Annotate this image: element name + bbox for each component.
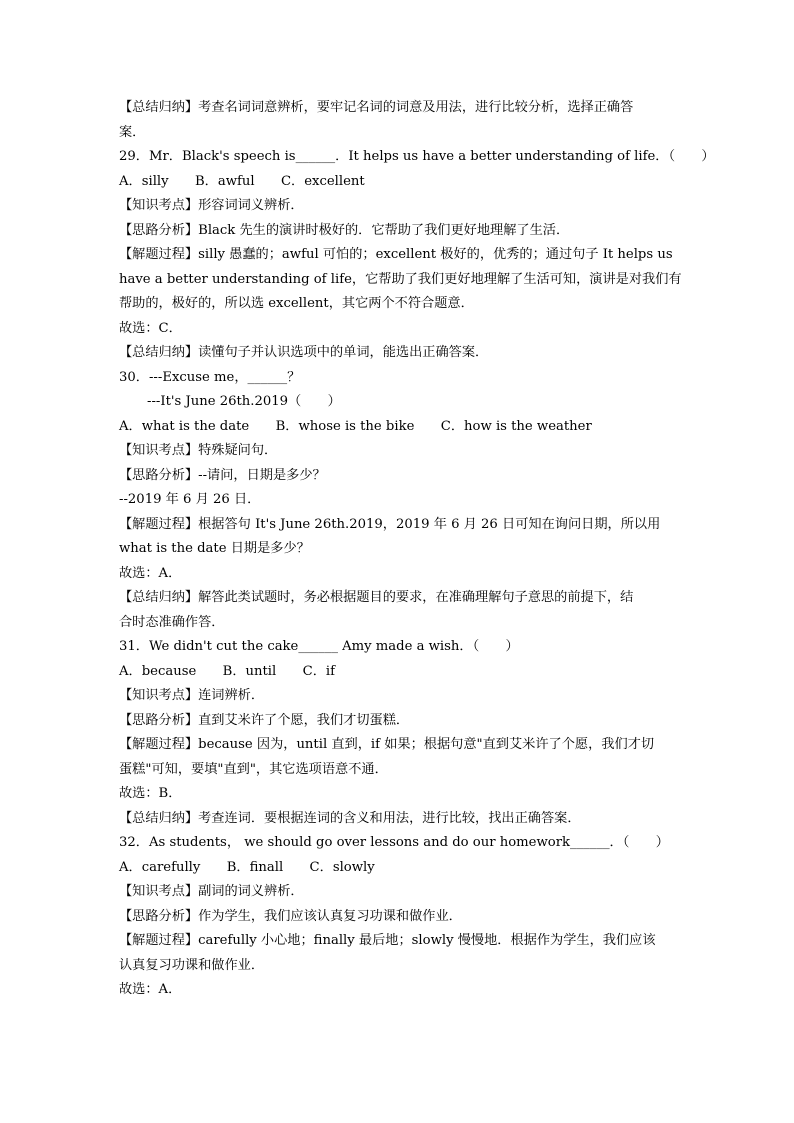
answer-text: 故选：B． bbox=[119, 786, 182, 801]
options-29: A．silly B．awful C．excellent bbox=[119, 174, 365, 189]
options-31: A．because B．until C．if bbox=[119, 664, 335, 679]
knowledge-point: 【知识考点】副词的词义辨析． bbox=[119, 884, 304, 899]
question-30: 30．---Excuse me，______？ bbox=[119, 370, 301, 385]
question-31: 31．We didn't cut the cake______ Amy made a wish．（ ） bbox=[119, 639, 519, 654]
solution-text: what is the date 日期是多少？ bbox=[119, 541, 310, 556]
knowledge-point: 【知识考点】特殊疑问句． bbox=[119, 443, 278, 458]
answer-text: 故选：C． bbox=[119, 321, 182, 336]
solution-text: have a better understanding of life，它帮助了我们更好地理解了生活可知，演讲是对我们有 bbox=[119, 272, 682, 287]
analysis-text: --2019 年 6 月 26 日． bbox=[119, 492, 261, 507]
solution-text: 蛋糕"可知，要填"直到"，其它选项语意不通． bbox=[119, 762, 388, 777]
analysis-text: 【思路分析】直到艾米许了个愿，我们才切蛋糕． bbox=[119, 713, 410, 728]
summary-text: 【总结归纳】读懂句子并认识选项中的单词，能选出正确答案． bbox=[119, 345, 489, 360]
summary-text: 【总结归纳】考查名词词意辨析，要牢记名词的词意及用法，进行比较分析，选择正确答 bbox=[119, 100, 634, 115]
summary-text: 合时态准确作答． bbox=[119, 615, 225, 630]
analysis-text: 【思路分析】--请问，日期是多少？ bbox=[119, 468, 326, 483]
solution-text: 【解题过程】because 因为，until 直到，if 如果；根据句意"直到艾米许了个愿，我们才切 bbox=[119, 737, 655, 752]
summary-text: 【总结归纳】解答此类试题时，务必根据题目的要求，在准确理解句子意思的前提下，结 bbox=[119, 590, 634, 605]
solution-text: 【解题过程】根据答句 It's June 26th.2019，2019 年 6 月 26 日可知在询问日期，所以用 bbox=[119, 517, 661, 532]
solution-text: 【解题过程】silly 愚蠢的；awful 可怕的；excellent 极好的，优秀的；通过句子 It helps us bbox=[119, 247, 673, 262]
knowledge-point: 【知识考点】连词辨析． bbox=[119, 688, 265, 703]
answer-text: 故选：A． bbox=[119, 566, 182, 581]
analysis-text: 【思路分析】作为学生，我们应该认真复习功课和做作业． bbox=[119, 909, 462, 924]
solution-text: 帮助的，极好的，所以选 excellent，其它两个不符合题意． bbox=[119, 296, 474, 311]
solution-text: 【解题过程】carefully 小心地；finally 最后地；slowly 慢慢地．根据作为学生，我们应该 bbox=[119, 933, 656, 948]
options-30: A．what is the date B．whose is the bike C．how is the weather bbox=[119, 419, 592, 434]
knowledge-point: 【知识考点】形容词词义辨析． bbox=[119, 198, 304, 213]
summary-text: 案． bbox=[119, 125, 146, 140]
answer-text: 故选：A． bbox=[119, 982, 182, 997]
solution-text: 认真复习功课和做作业． bbox=[119, 958, 265, 973]
question-30-reply: ---It's June 26th.2019（ ） bbox=[147, 394, 341, 409]
question-29: 29．Mr．Black's speech is______．It helps us have a better understanding of life．（ ） bbox=[119, 149, 715, 164]
options-32: A．carefully B．finall C．slowly bbox=[119, 860, 375, 875]
question-32: 32．As students， we should go over lessons and do our homework______．（ ） bbox=[119, 835, 669, 850]
summary-text: 【总结归纳】考查连词．要根据连词的含义和用法，进行比较，找出正确答案． bbox=[119, 811, 581, 826]
analysis-text: 【思路分析】Black 先生的演讲时极好的．它帮助了我们更好地理解了生活． bbox=[119, 223, 570, 238]
